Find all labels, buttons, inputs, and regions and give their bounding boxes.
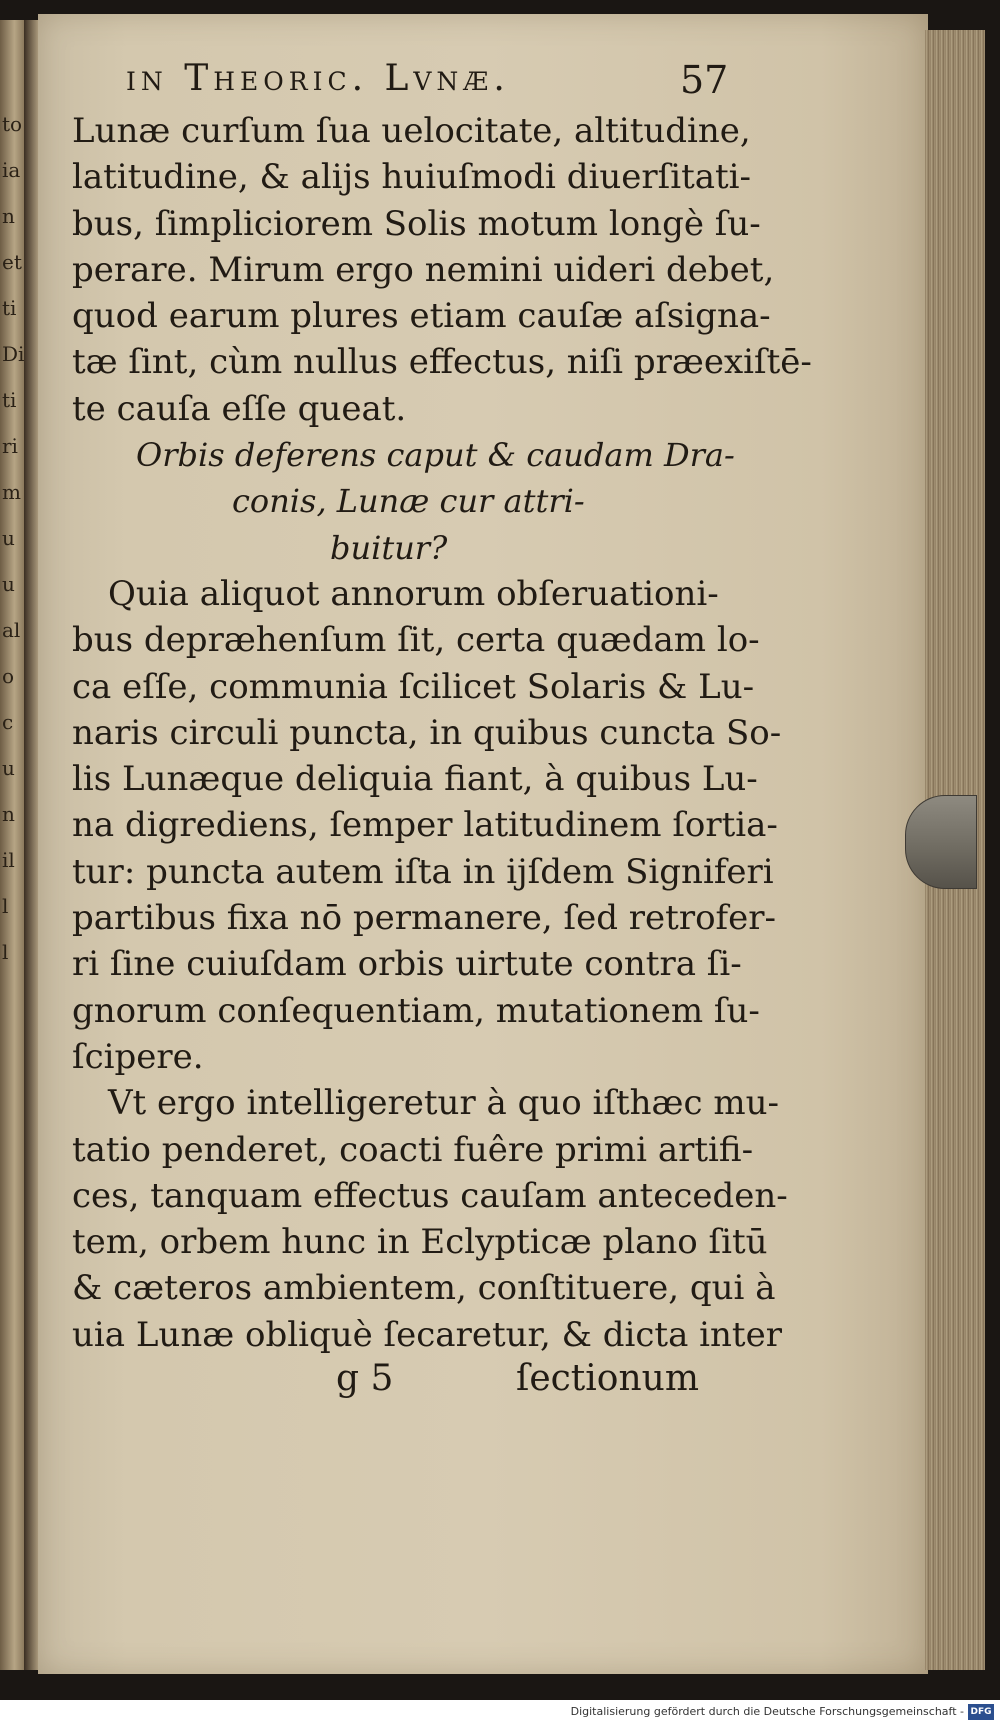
text-line: ri ſine cuiuſdam orbis uirtute contra ſi- [72,944,742,985]
signature-mark: g 5 [336,1358,394,1400]
left-page-fragment: o [2,664,15,688]
heading-line: conis, Lunæ cur attri- [232,482,585,521]
paragraph-2 [72,571,782,1080]
text-line: bus depræhenſum ſit, certa quædam lo- [72,620,760,661]
catch-row [72,1358,722,1404]
section-heading [72,432,735,571]
text-line: perare. Mirum ergo nemini uideri debet, [72,249,775,290]
text-line: te cauſa eſſe queat. [72,388,407,429]
text-line: tur: puncta autem iſta in ijſdem Signiferi [72,851,774,892]
left-page-fragment: l [2,894,9,918]
running-head [72,58,729,104]
paragraph-3 [72,1080,788,1358]
bookmark-clip [905,795,977,889]
left-page-fragment: et [2,250,22,274]
text-line: bus, ſimpliciorem Solis motum longè ſu- [72,203,761,244]
left-page-fragment: ti [2,388,17,412]
text-line: uia Lunæ obliquè ſecaretur, & dicta inter [72,1314,782,1355]
left-page-fragment: u [2,572,15,596]
heading-line: Orbis deferens caput & caudam Dra- [136,436,735,475]
running-title: in Theoric. Lvnæ. [126,58,510,99]
text-line: na digrediens, ſemper latitudinem ſortia- [72,805,778,846]
left-page-fragment: u [2,756,15,780]
text-line: tem, orbem hunc in Eclypticæ plano ſitū [72,1222,768,1263]
left-page-fragment: u [2,526,15,550]
text-line: partibus fixa nō permanere, ſed retrofer- [72,898,776,939]
catchword: ſectionum [516,1358,699,1400]
text-line: ces, tanquam effectus cauſam anteceden- [72,1175,788,1216]
text-line: lis Lunæque deliquia fiant, à quibus Lu- [72,759,758,800]
paragraph-1 [72,108,812,432]
left-page-fragment: ia [2,158,21,182]
text-line: latitudine, & alijs huiuſmodi diuerſitati- [72,157,752,198]
left-page-fragment: to [2,112,23,136]
left-page-fragment: n [2,204,15,228]
text-line: tæ ſint, cùm nullus effectus, niſi præexiſtē- [72,342,812,383]
text-line: ca eſſe, communia ſcilicet Solaris & Lu- [72,666,755,707]
text-line: Vt ergo intelligeretur à quo iſthæc mu- [108,1083,779,1124]
page-number: 57 [680,58,729,102]
left-page-edge [0,20,24,1670]
left-page-fragment: il [2,848,15,872]
text-line: Quia aliquot annorum obſeruationi- [108,573,719,614]
text-line: naris circuli puncta, in quibus cuncta So- [72,712,782,753]
page-text [72,58,812,1404]
text-line: & cæteros ambientem, conſtituere, qui à [72,1268,776,1309]
left-page-fragment: l [2,940,9,964]
dfg-logo-icon: DFG [968,1704,994,1720]
left-page-fragment: al [2,618,21,642]
text-line: ſcipere. [72,1036,204,1077]
heading-line: buitur? [330,528,448,567]
text-line: gnorum conſequentiam, mutationem ſu- [72,990,760,1031]
text-line: tatio penderet, coacti fuêre primi artifi- [72,1129,754,1170]
left-page-fragment: c [2,710,14,734]
left-page-fragment: ri [2,434,18,458]
left-page-fragment: m [2,480,21,504]
book-gutter [24,20,38,1670]
digitization-footer [0,1700,1000,1726]
digitization-note: Digitalisierung gefördert durch die Deutsche Forschungsgemeinschaft - [570,1705,964,1718]
left-page-fragment: n [2,802,15,826]
left-page-fragment: Di [2,342,25,366]
text-line: quod earum plures etiam cauſæ aſsigna- [72,296,771,337]
text-line: Lunæ curſum ſua uelocitate, altitudine, [72,111,751,151]
left-page-fragment: ti [2,296,17,320]
